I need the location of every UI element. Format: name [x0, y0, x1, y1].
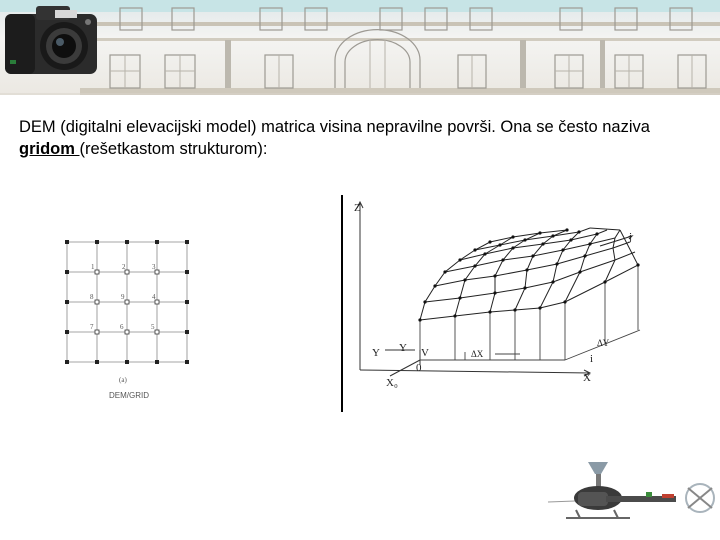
grid-caption: DEM/GRID: [109, 391, 149, 400]
axis-label-y: Y: [372, 347, 380, 359]
dem-grid-figure: [55, 232, 205, 392]
body-text-part2: (rešetkastom strukturom):: [79, 140, 268, 158]
helicopter-image: [548, 458, 720, 540]
dem-surface-figure: [335, 190, 633, 415]
cell-label-2: 2: [122, 263, 126, 271]
axis-label-i: i: [590, 353, 594, 365]
header-banner: [0, 0, 720, 95]
axis-label-j: j: [629, 231, 633, 243]
cell-label-4: 4: [152, 293, 156, 301]
keyword-gridom: gridom: [19, 140, 80, 158]
cell-label-1: 1: [91, 263, 95, 271]
v-label: V: [421, 347, 429, 359]
cell-label-5: 5: [151, 323, 155, 331]
cell-label-3: 3: [152, 263, 156, 271]
axis-label-x: X: [583, 372, 591, 384]
surface-nodes: [418, 228, 639, 321]
origin-label: 0: [416, 362, 422, 374]
body-text-part1: DEM (digitalni elevacijski model) matrica visina nepravilne površi. Ona se često naziva: [19, 118, 650, 136]
cell-label-8: 8: [90, 293, 94, 301]
camera-image: [0, 0, 105, 95]
subfigure-label: (a): [119, 376, 127, 384]
building-facade-image: [0, 0, 720, 95]
delta-x-label: ΔX: [471, 349, 484, 359]
cell-label-9: 9: [121, 293, 125, 301]
axis-label-z: Z: [354, 202, 361, 214]
axis-label-x0: X₀: [386, 377, 398, 389]
cell-label-6: 6: [120, 323, 124, 331]
delta-y-label: ΔY: [597, 338, 610, 348]
slide-body-text: [19, 116, 699, 160]
cell-label-7: 7: [90, 323, 94, 331]
axis-label-y0: Y: [399, 342, 407, 354]
